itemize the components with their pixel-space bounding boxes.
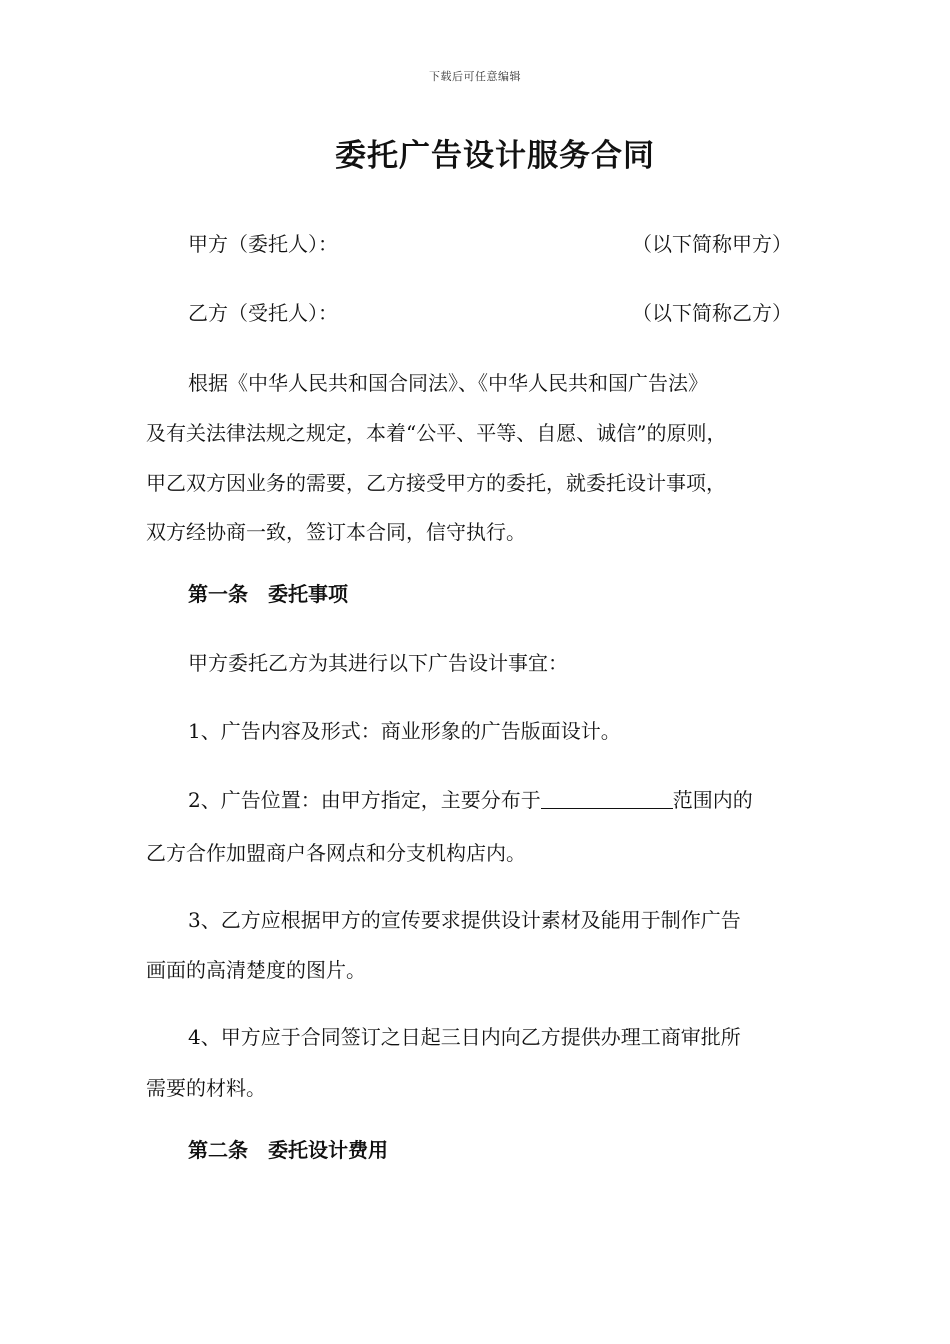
party-a-alias: （以下简称甲方）	[632, 232, 792, 256]
item-2-text-after: 范围内的	[672, 788, 753, 812]
article-1-item-2-line-1	[188, 790, 753, 810]
fill-in-blank[interactable]	[541, 790, 673, 809]
header-note: 下载后可任意编辑	[429, 70, 521, 83]
item-2-text-before: 2、广告位置：由甲方指定，主要分布于	[188, 788, 541, 812]
article-1-intro: 甲方委托乙方为其进行以下广告设计事宜：	[188, 651, 568, 675]
preamble-line-1: 根据《中华人民共和国合同法》、《中华人民共和国广告法》	[188, 371, 708, 395]
article-1-item-3-line-1: 3、乙方应根据甲方的宣传要求提供设计素材及能用于制作广告	[188, 908, 741, 932]
preamble-line-4: 双方经协商一致，签订本合同，信守执行。	[146, 520, 526, 544]
article-1-item-3-line-2: 画面的高清楚度的图片。	[146, 958, 366, 982]
article-1-item-4-line-1: 4、甲方应于合同签订之日起三日内向乙方提供办理工商审批所	[188, 1025, 741, 1049]
party-b-alias: （以下简称乙方）	[632, 301, 792, 325]
document-title: 委托广告设计服务合同	[335, 138, 655, 174]
preamble-line-2: 及有关法律法规之规定，本着“公平、平等、自愿、诚信”的原则，	[146, 421, 727, 445]
article-2-heading: 第二条 委托设计费用	[188, 1138, 388, 1162]
preamble-line-3: 甲乙双方因业务的需要，乙方接受甲方的委托，就委托设计事项，	[146, 471, 726, 495]
article-1-item-4-line-2: 需要的材料。	[146, 1076, 266, 1100]
article-1-heading: 第一条 委托事项	[188, 582, 348, 606]
article-1-item-1: 1、广告内容及形式：商业形象的广告版面设计。	[188, 719, 621, 743]
article-1-item-2-line-2: 乙方合作加盟商户各网点和分支机构店内。	[146, 841, 526, 865]
party-a-label: 甲方（委托人）：	[188, 232, 338, 256]
party-b-label: 乙方（受托人）：	[188, 301, 338, 325]
